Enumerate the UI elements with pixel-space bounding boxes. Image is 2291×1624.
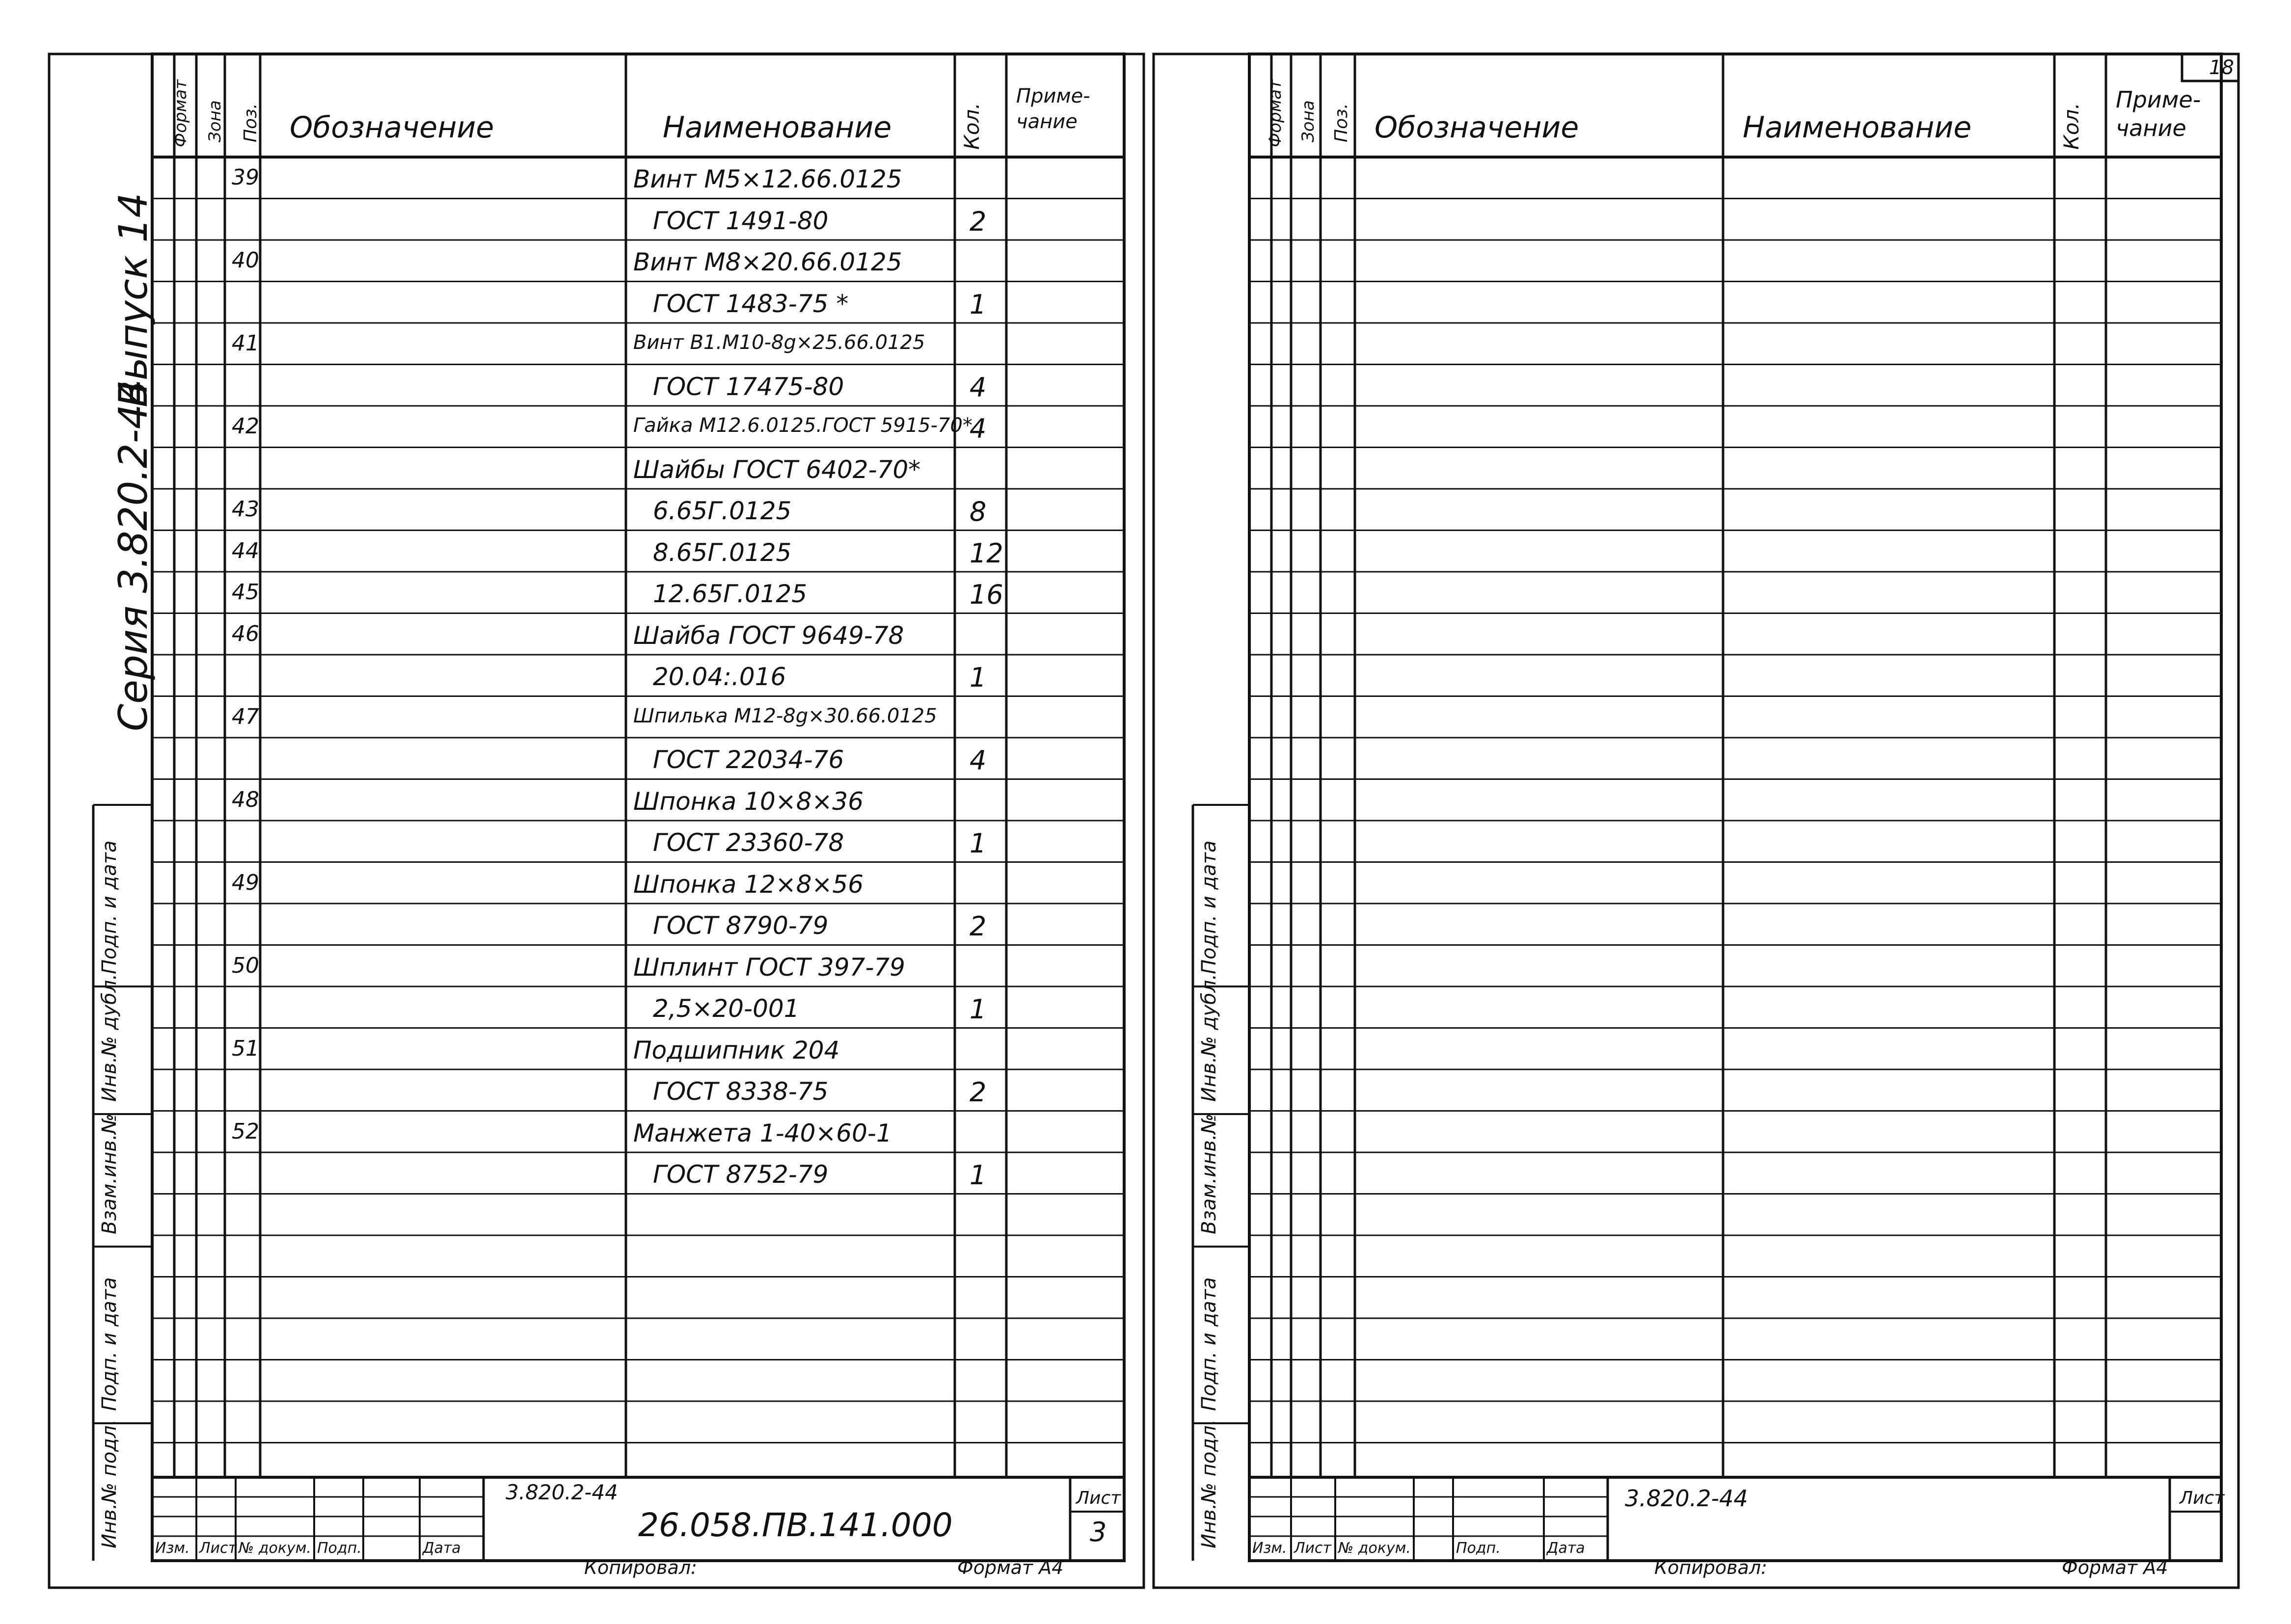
- row-qty: 4: [970, 413, 987, 444]
- format-label: Формат А4: [957, 1557, 1064, 1578]
- row-name: ГОСТ 1491-80: [653, 206, 829, 235]
- side-stamp-label: Инв.№ дубл.: [1198, 974, 1220, 1102]
- title-block-col-label: Подп.: [317, 1540, 362, 1557]
- row-name: Шплинт ГОСТ 397-79: [633, 953, 905, 982]
- row-name: ГОСТ 8790-79: [653, 911, 829, 940]
- right-format-label: Формат А4: [2062, 1557, 2168, 1578]
- row-qty: 2: [970, 206, 987, 237]
- row-qty: 1: [970, 289, 987, 320]
- right-header-format: Формат: [1266, 80, 1285, 147]
- row-name: ГОСТ 8752-79: [653, 1160, 829, 1189]
- row-name: Гайка М12.6.0125.ГОСТ 5915-70*: [633, 414, 972, 437]
- title-block-col-label: № докум.: [239, 1540, 311, 1557]
- side-stamp-label: Подп. и дата: [98, 840, 121, 974]
- right-sheet-label: Лист: [2180, 1488, 2225, 1508]
- right-series-code: 3.820.2-44: [1625, 1485, 1748, 1512]
- row-qty: 16: [970, 579, 1003, 610]
- row-name: ГОСТ 1483-75 *: [653, 289, 849, 318]
- row-qty: 12: [970, 537, 1003, 569]
- title-block-col-label: Изм.: [155, 1540, 190, 1557]
- row-name: 12.65Г.0125: [653, 580, 808, 608]
- row-name: Шайбы ГОСТ 6402-70*: [633, 455, 921, 484]
- title-block-col-label: Подп.: [1456, 1540, 1501, 1557]
- row-name: ГОСТ 17475-80: [653, 372, 844, 401]
- side-stamp-label: Инв.№ подл.: [98, 1419, 121, 1548]
- row-name: Подшипник 204: [633, 1036, 840, 1065]
- issue-label: Выпуск 14: [110, 192, 156, 407]
- row-pos: 40: [232, 248, 259, 273]
- row-pos: 45: [232, 580, 259, 605]
- row-name: Манжета 1-40×60-1: [633, 1118, 892, 1147]
- sheet-number: 18: [2209, 56, 2234, 79]
- right-header-designation: Обозначение: [1375, 110, 1579, 145]
- side-stamp-label: Взам.инв.№: [1198, 1113, 1220, 1234]
- row-pos: 52: [232, 1118, 259, 1144]
- row-name: Шпонка 10×8×36: [633, 787, 864, 816]
- header-designation: Обозначение: [290, 110, 494, 145]
- row-pos: 43: [232, 497, 259, 522]
- title-block-col-label: Изм.: [1252, 1540, 1287, 1557]
- row-name: 6.65Г.0125: [653, 497, 792, 525]
- header-format: Формат: [171, 80, 190, 147]
- row-name: Шайба ГОСТ 9649-78: [633, 621, 904, 650]
- side-stamp-label: Подп. и дата: [1198, 1277, 1220, 1411]
- row-name: Винт М5×12.66.0125: [633, 165, 902, 193]
- row-pos: 50: [232, 953, 259, 978]
- header-zone: Зона: [205, 100, 225, 142]
- row-name: ГОСТ 23360-78: [653, 828, 844, 857]
- row-pos: 48: [232, 787, 259, 812]
- row-qty: 4: [970, 745, 987, 776]
- row-qty: 8: [970, 496, 987, 527]
- row-qty: 1: [970, 828, 987, 859]
- side-stamp-label: Взам.инв.№: [98, 1113, 121, 1234]
- row-name: Винт М8×20.66.0125: [633, 248, 902, 276]
- row-name: Шпонка 12×8×56: [633, 870, 864, 899]
- row-qty: 2: [970, 1077, 987, 1108]
- row-pos: 49: [232, 870, 259, 895]
- row-name: 2,5×20-001: [653, 994, 800, 1023]
- right-header-zone: Зона: [1298, 100, 1318, 142]
- side-stamp-label: Инв.№ дубл.: [98, 974, 121, 1102]
- title-block-col-label: № докум.: [1338, 1540, 1411, 1557]
- series-code: 3.820.2-44: [506, 1480, 618, 1504]
- doc-number: 26.058.ПВ.141.000: [638, 1506, 953, 1544]
- series-label: Серия 3.820.2-44: [110, 379, 156, 731]
- sheet-label: Лист: [1076, 1488, 1121, 1508]
- row-name: 8.65Г.0125: [653, 538, 792, 567]
- header-pos: Поз.: [241, 103, 261, 142]
- row-name: ГОСТ 8338-75: [653, 1077, 829, 1106]
- row-qty: 1: [970, 662, 987, 693]
- sheet-value: 3: [1090, 1517, 1107, 1547]
- side-stamp-label: Инв.№ подл.: [1198, 1419, 1220, 1548]
- right-header-name: Наименование: [1743, 110, 1972, 145]
- row-pos: 42: [232, 414, 259, 439]
- row-qty: 1: [970, 994, 987, 1025]
- row-name: 20.04:.016: [653, 663, 786, 691]
- row-pos: 47: [232, 704, 259, 729]
- row-pos: 51: [232, 1036, 259, 1061]
- row-pos: 44: [232, 538, 259, 563]
- frame-rect: [1249, 54, 2221, 1561]
- row-name: ГОСТ 22034-76: [653, 745, 844, 774]
- header-note: Приме- чание: [1016, 85, 1090, 133]
- row-qty: 4: [970, 372, 987, 403]
- right-header-qty: Кол.: [2059, 103, 2083, 150]
- side-stamp-label: Подп. и дата: [1198, 840, 1220, 974]
- title-block-col-label: Лист: [1294, 1540, 1332, 1557]
- title-block-col-label: Дата: [1547, 1540, 1585, 1557]
- row-pos: 46: [232, 621, 259, 646]
- side-stamp-label: Подп. и дата: [98, 1277, 121, 1411]
- header-qty: Кол.: [960, 103, 984, 150]
- row-name: Шпилька М12-8g×30.66.0125: [633, 704, 937, 727]
- right-copied-by: Копировал:: [1654, 1557, 1767, 1578]
- copied-by: Копировал:: [584, 1557, 697, 1578]
- right-header-pos: Поз.: [1331, 103, 1351, 142]
- row-name: Винт В1.М10-8g×25.66.0125: [633, 331, 925, 354]
- title-block-col-label: Дата: [423, 1540, 461, 1557]
- header-name: Наименование: [663, 110, 892, 145]
- row-pos: 39: [232, 165, 259, 190]
- title-block-col-label: Лист: [199, 1540, 237, 1557]
- row-qty: 2: [970, 911, 987, 942]
- right-header-note: Приме- чание: [2116, 86, 2201, 141]
- row-qty: 1: [970, 1160, 987, 1191]
- row-pos: 41: [232, 331, 259, 356]
